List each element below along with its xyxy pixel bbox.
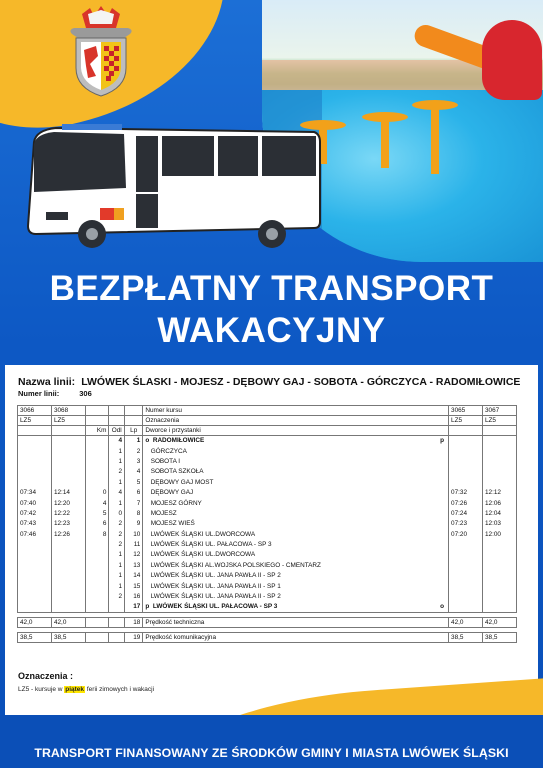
km-value: 8 bbox=[85, 529, 109, 539]
course-mark: LZ5 bbox=[482, 416, 516, 426]
stop-name bbox=[143, 467, 449, 477]
departure-time bbox=[449, 591, 483, 601]
departure-time bbox=[18, 477, 52, 487]
stop-label: MOJESZ GÓRNY bbox=[150, 499, 202, 507]
departure-time: 07:20 bbox=[449, 529, 483, 539]
km-value bbox=[85, 591, 109, 601]
line-number bbox=[18, 389, 92, 398]
course-number: 3065 bbox=[449, 406, 483, 416]
line-number-value: 306 bbox=[79, 389, 92, 398]
odl-value bbox=[109, 602, 125, 612]
stop-label: GÓRCZYCA bbox=[150, 447, 187, 455]
course-number: 3066 bbox=[18, 406, 52, 416]
blank-cell bbox=[85, 633, 109, 643]
stop-label: LWÓWEK ŚLĄSKI UL. PAŁACOWA - SP 3 bbox=[150, 541, 272, 549]
departure-time bbox=[51, 602, 85, 612]
blank-cell bbox=[85, 617, 109, 627]
lp-value: 19 bbox=[125, 633, 143, 643]
lp-value: 17 bbox=[125, 602, 143, 612]
stop-row bbox=[18, 519, 517, 529]
lp-value: 9 bbox=[125, 519, 143, 529]
departure-time bbox=[449, 456, 483, 466]
header-course-number: Numer kursu bbox=[143, 406, 449, 416]
departure-time: 07:32 bbox=[449, 487, 483, 497]
blank-cell bbox=[109, 617, 125, 627]
departure-time bbox=[482, 539, 516, 549]
stop-name bbox=[143, 487, 449, 497]
bus-illustration bbox=[22, 122, 322, 252]
departure-time bbox=[18, 591, 52, 601]
departure-time bbox=[482, 571, 516, 581]
blank-cell bbox=[109, 406, 125, 416]
stop-suffix-mark: p bbox=[440, 437, 445, 444]
stop-label: DĘBOWY GAJ MOST bbox=[150, 478, 214, 486]
departure-time: 12:00 bbox=[482, 529, 516, 539]
legend-highlight: piątek bbox=[65, 686, 85, 693]
stop-name bbox=[143, 436, 449, 446]
header-marks: Oznaczenia bbox=[143, 416, 449, 426]
departure-time bbox=[449, 602, 483, 612]
header-stops: Dworce i przystanki bbox=[143, 426, 449, 436]
odl-value: 1 bbox=[109, 456, 125, 466]
lp-value: 16 bbox=[125, 591, 143, 601]
lp-value: 10 bbox=[125, 529, 143, 539]
stop-row bbox=[18, 467, 517, 477]
departure-time bbox=[482, 436, 516, 446]
stop-row bbox=[18, 560, 517, 570]
stop-row bbox=[18, 508, 517, 518]
funding-footer: TRANSPORT FINANSOWANY ZE ŚRODKÓW GMINY I MIASTA LWÓWEK ŚLĄSKI bbox=[34, 746, 509, 760]
blank-cell bbox=[109, 416, 125, 426]
line-name bbox=[18, 376, 520, 388]
stop-row bbox=[18, 539, 517, 549]
stop-name bbox=[143, 560, 449, 570]
headline-line-2: WAKACYJNY bbox=[157, 311, 386, 350]
odl-value: 1 bbox=[109, 477, 125, 487]
departure-time: 12:26 bbox=[51, 529, 85, 539]
line-name-value: LWÓWEK ŚLASKI - MOJESZ - DĘBOWY GAJ - SOBOTA - GÓRCZYCA - RADOMIŁOWICE bbox=[81, 376, 521, 388]
departure-time bbox=[482, 477, 516, 487]
km-value: 4 bbox=[85, 498, 109, 508]
blank-cell bbox=[85, 406, 109, 416]
line-name-label: Nazwa linii: bbox=[18, 376, 76, 388]
stop-row bbox=[18, 498, 517, 508]
lp-value: 1 bbox=[125, 436, 143, 446]
lp-value: 5 bbox=[125, 477, 143, 487]
timetable-table bbox=[17, 405, 517, 643]
departure-time bbox=[51, 550, 85, 560]
summary-value: 42,0 bbox=[449, 617, 483, 627]
odl-value: 2 bbox=[109, 467, 125, 477]
summary-label: Prędkość techniczna bbox=[143, 617, 449, 627]
departure-time bbox=[51, 571, 85, 581]
course-mark: LZ5 bbox=[51, 416, 85, 426]
blank-cell bbox=[449, 426, 483, 436]
departure-time bbox=[51, 467, 85, 477]
odl-value: 2 bbox=[109, 529, 125, 539]
departure-time bbox=[18, 581, 52, 591]
lp-value: 3 bbox=[125, 456, 143, 466]
stop-label: MOJESZ bbox=[150, 509, 177, 517]
stop-row bbox=[18, 571, 517, 581]
blank-cell bbox=[125, 416, 143, 426]
stop-label: LWÓWEK ŚLĄSKI UL. JANA PAWŁA II - SP 2 bbox=[150, 572, 281, 580]
stop-label: LWÓWEK ŚLĄSKI UL. JANA PAWŁA II - SP 1 bbox=[150, 582, 281, 590]
stop-prefix-mark: o bbox=[145, 437, 153, 445]
departure-time bbox=[449, 550, 483, 560]
departure-time bbox=[51, 446, 85, 456]
legend-suffix: ferii zimowych i wakacji bbox=[86, 686, 155, 693]
headline-line-1: BEZPŁATNY TRANSPORT bbox=[49, 269, 494, 308]
stop-name bbox=[143, 602, 449, 612]
odl-value: 1 bbox=[109, 498, 125, 508]
header-row-marks bbox=[18, 416, 517, 426]
summary-value: 38,5 bbox=[482, 633, 516, 643]
stop-row bbox=[18, 436, 517, 446]
km-value bbox=[85, 550, 109, 560]
departure-time bbox=[51, 477, 85, 487]
odl-value: 2 bbox=[109, 591, 125, 601]
stop-name bbox=[143, 508, 449, 518]
departure-time bbox=[482, 591, 516, 601]
departure-time bbox=[51, 456, 85, 466]
legend-prefix: LZ5 - kursuje w bbox=[18, 686, 63, 693]
stop-name bbox=[143, 571, 449, 581]
summary-value: 42,0 bbox=[51, 617, 85, 627]
stop-name bbox=[143, 539, 449, 549]
blank-cell bbox=[18, 426, 52, 436]
departure-time: 12:22 bbox=[51, 508, 85, 518]
stop-row bbox=[18, 550, 517, 560]
odl-value: 1 bbox=[109, 550, 125, 560]
lp-value: 15 bbox=[125, 581, 143, 591]
lp-value: 7 bbox=[125, 498, 143, 508]
lp-value: 12 bbox=[125, 550, 143, 560]
header-row-columns bbox=[18, 426, 517, 436]
header-row-course bbox=[18, 406, 517, 416]
stop-suffix-mark: o bbox=[440, 602, 445, 610]
departure-time bbox=[18, 571, 52, 581]
departure-time: 07:40 bbox=[18, 498, 52, 508]
odl-value: 1 bbox=[109, 446, 125, 456]
odl-value: 1 bbox=[109, 581, 125, 591]
stop-label: SOBOTA I bbox=[150, 457, 181, 465]
departure-time: 12:06 bbox=[482, 498, 516, 508]
legend-text bbox=[18, 686, 154, 693]
km-value: 5 bbox=[85, 508, 109, 518]
km-value bbox=[85, 456, 109, 466]
stop-label: LWÓWEK ŚLĄSKI UL.DWORCOWA bbox=[150, 530, 256, 538]
lp-value: 11 bbox=[125, 539, 143, 549]
footer-band bbox=[0, 715, 543, 768]
departure-time: 07:42 bbox=[18, 508, 52, 518]
departure-time bbox=[449, 560, 483, 570]
km-value bbox=[85, 446, 109, 456]
line-number-label: Numer linii: bbox=[18, 389, 60, 398]
departure-time bbox=[449, 467, 483, 477]
departure-time bbox=[449, 477, 483, 487]
lp-value: 18 bbox=[125, 617, 143, 627]
stop-name bbox=[143, 446, 449, 456]
summary-label: Prędkość komunikacyjna bbox=[143, 633, 449, 643]
departure-time bbox=[449, 539, 483, 549]
lp-value: 4 bbox=[125, 467, 143, 477]
departure-time bbox=[482, 560, 516, 570]
odl-value: 0 bbox=[109, 508, 125, 518]
header-odl: Odl bbox=[109, 426, 125, 436]
stop-name bbox=[143, 591, 449, 601]
km-value: 6 bbox=[85, 519, 109, 529]
departure-time: 07:43 bbox=[18, 519, 52, 529]
departure-time bbox=[51, 436, 85, 446]
km-value bbox=[85, 539, 109, 549]
timetable-card bbox=[5, 365, 538, 715]
lp-value: 6 bbox=[125, 487, 143, 497]
odl-value: 1 bbox=[109, 571, 125, 581]
stop-label: LWÓWEK ŚLĄSKI UL.DWORCOWA bbox=[150, 551, 256, 559]
departure-time: 12:14 bbox=[51, 487, 85, 497]
stop-row bbox=[18, 529, 517, 539]
stop-row bbox=[18, 591, 517, 601]
departure-time bbox=[482, 550, 516, 560]
departure-time bbox=[18, 456, 52, 466]
km-value bbox=[85, 477, 109, 487]
departure-time: 07:23 bbox=[449, 519, 483, 529]
legend-title: Oznaczenia : bbox=[18, 671, 74, 681]
header-lp: Lp bbox=[125, 426, 143, 436]
departure-time bbox=[18, 560, 52, 570]
stop-name bbox=[143, 581, 449, 591]
departure-time bbox=[18, 436, 52, 446]
course-mark: LZ5 bbox=[449, 416, 483, 426]
stop-name bbox=[143, 529, 449, 539]
departure-time bbox=[449, 436, 483, 446]
stop-name bbox=[143, 519, 449, 529]
departure-time bbox=[51, 591, 85, 601]
odl-value: 2 bbox=[109, 539, 125, 549]
departure-time: 12:03 bbox=[482, 519, 516, 529]
stop-label: LWÓWEK ŚLĄSKI UL. PAŁACOWA - SP 3 bbox=[152, 603, 278, 611]
departure-time bbox=[51, 581, 85, 591]
header-km: Km bbox=[85, 426, 109, 436]
km-value bbox=[85, 571, 109, 581]
odl-value: 4 bbox=[109, 436, 125, 446]
stop-row bbox=[18, 456, 517, 466]
lp-value: 14 bbox=[125, 571, 143, 581]
stop-name bbox=[143, 477, 449, 487]
departure-time bbox=[482, 581, 516, 591]
departure-time bbox=[449, 446, 483, 456]
departure-time: 07:34 bbox=[18, 487, 52, 497]
odl-value: 4 bbox=[109, 487, 125, 497]
blank-cell bbox=[482, 426, 516, 436]
course-number: 3067 bbox=[482, 406, 516, 416]
stop-label: SOBOTA SZKOŁA bbox=[150, 468, 204, 476]
stop-row bbox=[18, 477, 517, 487]
stop-row bbox=[18, 446, 517, 456]
stop-label: LWÓWEK ŚLĄSKI AL.WOJSKA POLSKIEGO - CMENTARZ bbox=[150, 561, 321, 569]
departure-time bbox=[51, 560, 85, 570]
stop-row bbox=[18, 487, 517, 497]
departure-time bbox=[482, 446, 516, 456]
summary-value: 38,5 bbox=[51, 633, 85, 643]
stop-label: MOJESZ WIEŚ bbox=[150, 520, 195, 528]
summary-row bbox=[18, 617, 517, 627]
departure-time bbox=[18, 602, 52, 612]
departure-time bbox=[449, 571, 483, 581]
stop-name bbox=[143, 456, 449, 466]
km-value bbox=[85, 581, 109, 591]
odl-value: 2 bbox=[109, 519, 125, 529]
course-number: 3068 bbox=[51, 406, 85, 416]
stop-label: DĘBOWY GAJ bbox=[150, 489, 194, 497]
stop-name bbox=[143, 550, 449, 560]
km-value bbox=[85, 602, 109, 612]
stop-label: RADOMIŁOWICE bbox=[152, 437, 205, 445]
odl-value: 1 bbox=[109, 560, 125, 570]
departure-time: 12:12 bbox=[482, 487, 516, 497]
lp-value: 8 bbox=[125, 508, 143, 518]
departure-time: 12:23 bbox=[51, 519, 85, 529]
lp-value: 2 bbox=[125, 446, 143, 456]
km-value bbox=[85, 467, 109, 477]
km-value bbox=[85, 436, 109, 446]
departure-time: 12:04 bbox=[482, 508, 516, 518]
summary-value: 38,5 bbox=[18, 633, 52, 643]
coat-of-arms-icon bbox=[68, 6, 134, 98]
km-value: 0 bbox=[85, 487, 109, 497]
blank-cell bbox=[51, 426, 85, 436]
stop-prefix-mark: p bbox=[145, 603, 153, 611]
summary-value: 38,5 bbox=[449, 633, 483, 643]
lp-value: 13 bbox=[125, 560, 143, 570]
summary-value: 42,0 bbox=[482, 617, 516, 627]
departure-time bbox=[51, 539, 85, 549]
headline bbox=[0, 268, 543, 352]
departure-time: 07:26 bbox=[449, 498, 483, 508]
departure-time bbox=[482, 602, 516, 612]
departure-time bbox=[449, 581, 483, 591]
blank-cell bbox=[109, 633, 125, 643]
blank-cell bbox=[85, 416, 109, 426]
departure-time: 07:24 bbox=[449, 508, 483, 518]
departure-time bbox=[18, 550, 52, 560]
departure-time: 07:46 bbox=[18, 529, 52, 539]
stop-label: LWÓWEK ŚLĄSKI UL. JANA PAWŁA II - SP 2 bbox=[150, 593, 281, 601]
summary-row bbox=[18, 633, 517, 643]
km-value bbox=[85, 560, 109, 570]
stop-name bbox=[143, 498, 449, 508]
blank-cell bbox=[125, 406, 143, 416]
departure-time bbox=[18, 467, 52, 477]
stop-row bbox=[18, 581, 517, 591]
departure-time: 12:20 bbox=[51, 498, 85, 508]
stop-row bbox=[18, 602, 517, 612]
departure-time bbox=[18, 539, 52, 549]
departure-time bbox=[482, 456, 516, 466]
summary-value: 42,0 bbox=[18, 617, 52, 627]
departure-time bbox=[482, 467, 516, 477]
course-mark: LZ5 bbox=[18, 416, 52, 426]
departure-time bbox=[18, 446, 52, 456]
